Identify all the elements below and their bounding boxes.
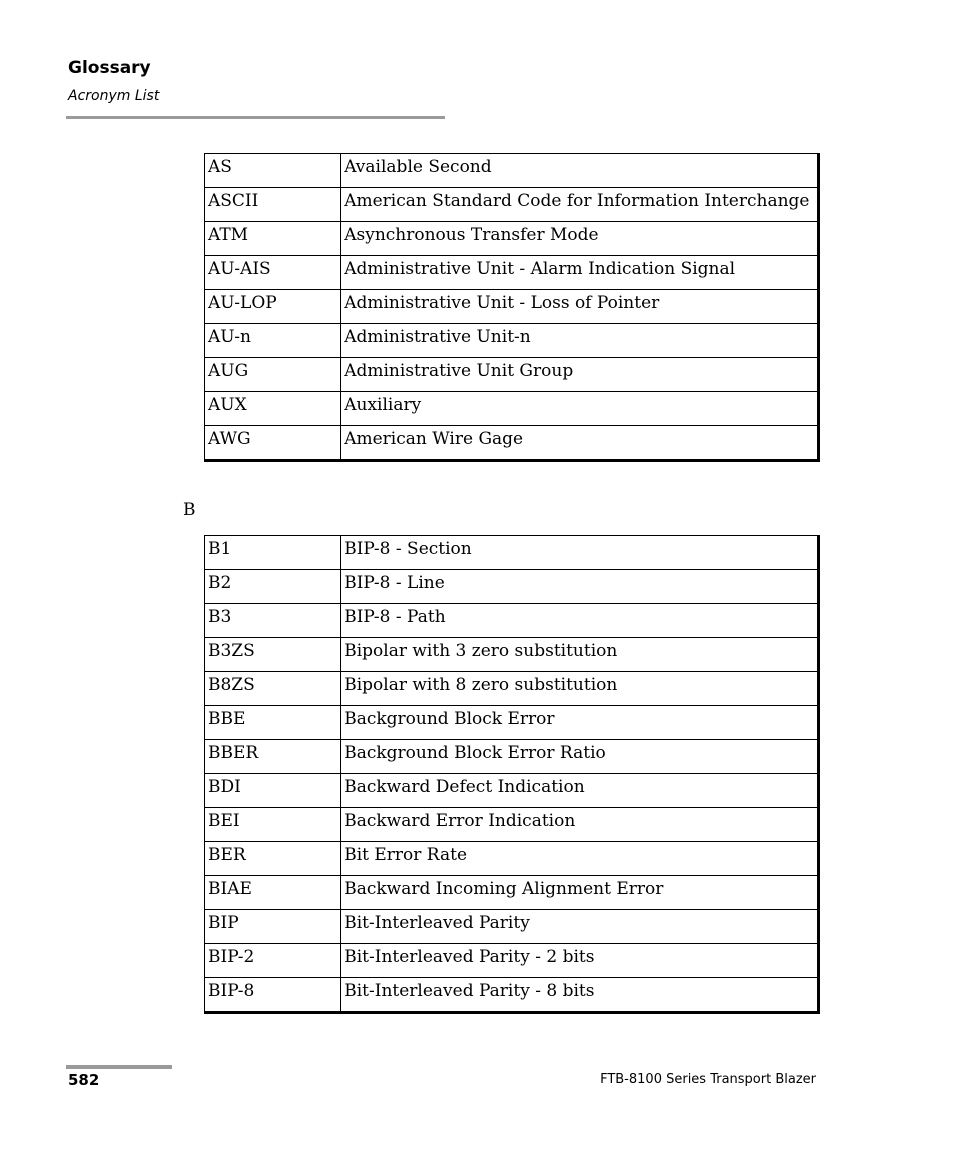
definition-cell: Backward Error Indication: [341, 808, 819, 842]
definition-cell: Bipolar with 8 zero substitution: [341, 672, 819, 706]
page-number: 582: [68, 1071, 100, 1089]
acronym-cell: BBE: [205, 706, 341, 740]
definition-cell: American Wire Gage: [341, 426, 819, 461]
definition-cell: American Standard Code for Information Interchange: [341, 188, 819, 222]
table-row: [205, 672, 819, 706]
table-row: [205, 876, 819, 910]
acronym-cell: BBER: [205, 740, 341, 774]
definition-cell: Backward Defect Indication: [341, 774, 819, 808]
footer-product-name: FTB-8100 Series Transport Blazer: [600, 1072, 816, 1087]
acronym-cell: AU-n: [205, 324, 341, 358]
definition-cell: Auxiliary: [341, 392, 819, 426]
table-row: [205, 842, 819, 876]
acronym-cell: BEI: [205, 808, 341, 842]
table-row: [205, 774, 819, 808]
definition-cell: Background Block Error Ratio: [341, 740, 819, 774]
table-row: [205, 944, 819, 978]
table-row: [205, 290, 819, 324]
definition-cell: Backward Incoming Alignment Error: [341, 876, 819, 910]
table-row: [205, 392, 819, 426]
acronym-cell: B3ZS: [205, 638, 341, 672]
header-subtitle: Acronym List: [68, 88, 160, 104]
acronym-cell: BER: [205, 842, 341, 876]
definition-cell: Administrative Unit - Loss of Pointer: [341, 290, 819, 324]
table-row: [205, 536, 819, 570]
table-row: [205, 358, 819, 392]
definition-cell: Bipolar with 3 zero substitution: [341, 638, 819, 672]
acronym-cell: ASCII: [205, 188, 341, 222]
table-row: [205, 222, 819, 256]
definition-cell: Bit-Interleaved Parity - 2 bits: [341, 944, 819, 978]
definition-cell: Bit Error Rate: [341, 842, 819, 876]
table-row: [205, 154, 819, 188]
acronym-cell: ATM: [205, 222, 341, 256]
definition-cell: Administrative Unit-n: [341, 324, 819, 358]
acronym-cell: B8ZS: [205, 672, 341, 706]
acronym-cell: AU-AIS: [205, 256, 341, 290]
table-row: [205, 910, 819, 944]
table-row: [205, 426, 819, 461]
definition-cell: Background Block Error: [341, 706, 819, 740]
table-row: [205, 740, 819, 774]
table-row: [205, 808, 819, 842]
table-row: [205, 604, 819, 638]
table-row: [205, 570, 819, 604]
acronym-cell: BIAE: [205, 876, 341, 910]
acronym-cell: BDI: [205, 774, 341, 808]
footer-rule: [66, 1065, 172, 1069]
definition-cell: BIP-8 - Section: [341, 536, 819, 570]
table-row: [205, 706, 819, 740]
definition-cell: BIP-8 - Line: [341, 570, 819, 604]
table-row: [205, 638, 819, 672]
table-row: [205, 188, 819, 222]
definition-cell: Administrative Unit Group: [341, 358, 819, 392]
table-row: [205, 256, 819, 290]
definition-cell: Bit-Interleaved Parity: [341, 910, 819, 944]
definition-cell: Available Second: [341, 154, 819, 188]
header-title: Glossary: [68, 58, 151, 78]
acronym-cell: B1: [205, 536, 341, 570]
section-letter-b: B: [183, 500, 196, 520]
acronym-table-b: [204, 535, 820, 1014]
acronym-cell: AUG: [205, 358, 341, 392]
acronym-cell: B2: [205, 570, 341, 604]
definition-cell: Administrative Unit - Alarm Indication Signal: [341, 256, 819, 290]
acronym-cell: BIP: [205, 910, 341, 944]
acronym-cell: BIP-2: [205, 944, 341, 978]
acronym-cell: AU-LOP: [205, 290, 341, 324]
acronym-cell: AWG: [205, 426, 341, 461]
table-row: [205, 324, 819, 358]
definition-cell: Asynchronous Transfer Mode: [341, 222, 819, 256]
definition-cell: BIP-8 - Path: [341, 604, 819, 638]
acronym-cell: AS: [205, 154, 341, 188]
acronym-cell: BIP-8: [205, 978, 341, 1013]
acronym-table-a: [204, 153, 820, 462]
table-row: [205, 978, 819, 1013]
acronym-cell: AUX: [205, 392, 341, 426]
acronym-cell: B3: [205, 604, 341, 638]
definition-cell: Bit-Interleaved Parity - 8 bits: [341, 978, 819, 1013]
header-rule: [66, 116, 445, 119]
